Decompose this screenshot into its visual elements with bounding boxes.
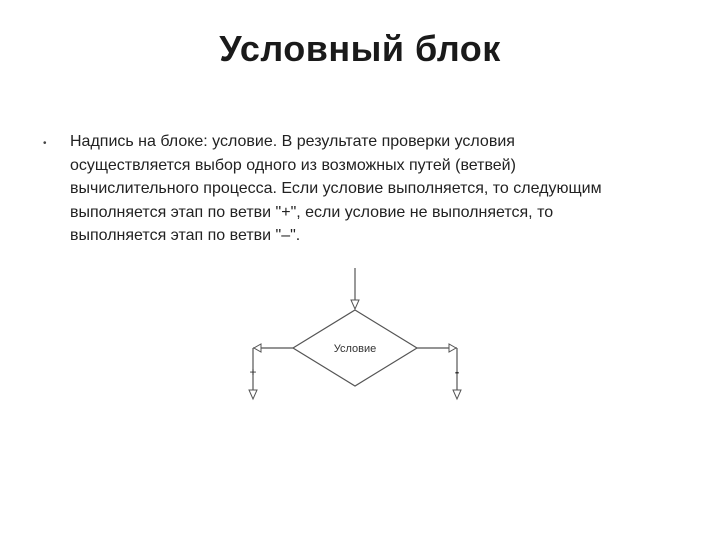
no-branch-arrowhead <box>453 390 461 399</box>
incoming-arrowhead <box>351 300 359 309</box>
description-line: выполняется этап по ветви "–". <box>70 227 301 244</box>
flowchart-diagram <box>235 262 475 412</box>
no-branch-corner-arrow <box>449 344 456 352</box>
description-line: выполняется этап по ветви "+", если условие не выполняется, то <box>70 203 554 221</box>
yes-branch-label: + <box>249 365 257 379</box>
description-line: осуществляется выбор одного из возможных путей (ветвей) <box>70 156 516 174</box>
bullet-marker: • <box>43 138 47 149</box>
yes-branch-corner-arrow <box>254 344 261 352</box>
description-text <box>70 130 690 248</box>
no-branch-label: - <box>454 364 460 379</box>
decision-block-figure <box>235 262 475 412</box>
slide-title: Условный блок <box>219 28 501 69</box>
yes-branch-arrowhead <box>249 390 257 399</box>
description-line: вычислительного процесса. Если условие выполняется, то следующим <box>70 180 602 197</box>
decision-block-label: Условие <box>333 343 377 355</box>
description-line: Надпись на блоке: условие. В результате проверки условия <box>70 133 515 150</box>
